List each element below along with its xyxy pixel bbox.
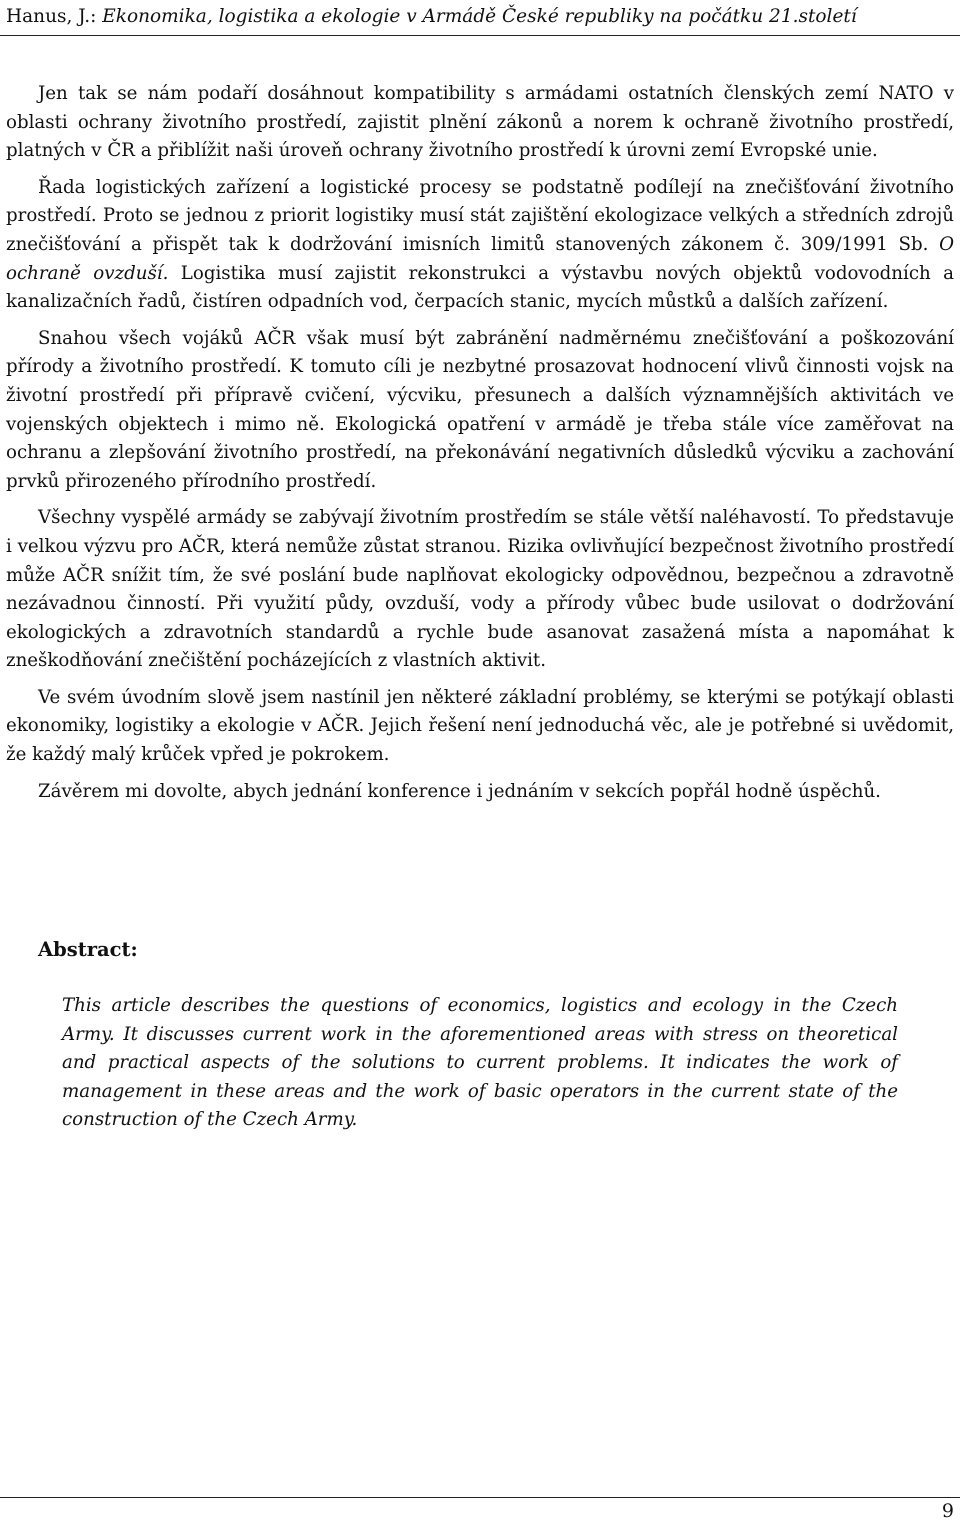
abstract-text: This article describes the questions of economics, logistics and ecology in the Czech Army. It discusses current work in the aforementioned areas with stress on theoretical and practical aspects of the solutions to current problems. It indicates the work of management in these areas and the work of basic operators in the current state of the construction of the Czech Army. xyxy=(62,995,898,1131)
body-text xyxy=(6,80,954,814)
header-author: Hanus, J.: xyxy=(6,6,103,27)
header-rule xyxy=(0,35,960,36)
paragraph-3: Snahou všech vojáků AČR však musí být zabránění nadměrnému znečišťování a poškozování přírody a životního prostředí. K tomuto cíli je nezbytné prosazovat hodnocení vlivů činnosti vojsk na životní prostředí při přípravě cvičení, výcviku, přesunech a dalších významnějších aktivitách ve vojenských objektech i mimo ně. Ekologická opatření v armádě je třeba stále více zaměřovat na ochranu a zlepšování životního prostředí, na překonávání negativních důsledků výcviku a zachování prvků přirozeného přírodního prostředí. xyxy=(6,327,954,492)
paragraph-2-part-1: Řada logistických zařízení a logistické procesy se podstatně podílejí na znečišťování životního prostředí. Proto se jednou z priorit logistiky musí stát zajištění ekologizace velkých a středních zdrojů znečišťování a přispět tak k dodržování imisních limitů stanovených zákonem č. 309/1991 Sb. xyxy=(6,176,954,255)
abstract-heading: Abstract: xyxy=(38,938,138,961)
paragraph-1: Jen tak se nám podaří dosáhnout kompatibility s armádami ostatních členských zemí NATO v oblasti ochrany životního prostředí, zajistit plnění zákonů a norem k ochraně životního prostředí, platných v ČR a přiblížit naši úroveň ochrany životního prostředí k úrovni zemí Evropské unie. xyxy=(6,83,954,162)
paragraph-6: Závěrem mi dovolte, abych jednání konference i jednáním v sekcích popřál hodně úspěchů. xyxy=(38,780,881,802)
footer-rule xyxy=(0,1497,960,1498)
law-title-emphasis: O ochraně ovzduší. xyxy=(6,233,954,284)
paragraph-4: Všechny vyspělé armády se zabývají životním prostředím se stále větší naléhavostí. To představuje i velkou výzvu pro AČR, která nemůže zůstat stranou. Rizika ovlivňující bezpečnost životního prostředí může AČR snížit tím, že své poslání bude naplňovat ekologicky odpovědnou, bezpečnou a zdravotně nezávadnou činností. Při využití půdy, ovzduší, vody a přírody vůbec bude usilovat o dodržování ekologických a zdravotních standardů a rychle bude asanovat zasažená místa a napomáhat k zneškodňování znečištění pocházejících z vlastních aktivit. xyxy=(6,507,954,672)
paragraph-2-part-2: Logistika musí zajistit rekonstrukci a výstavbu nových objektů vodovodních a kanalizačních řadů, čistíren odpadních vod, čerpacích stanic, mycích můstků a dalších zařízení. xyxy=(6,262,954,313)
running-header xyxy=(6,6,954,28)
paragraph-5: Ve svém úvodním slově jsem nastínil jen některé základní problémy, se kterými se potýkají oblasti ekonomiky, logistiky a ekologie v AČR. Jejich řešení není jednoduchá věc, ale je potřebné si uvědomit, že každý malý krůček vpřed je pokrokem. xyxy=(6,686,954,766)
header-title: Ekonomika, logistika a ekologie v Armádě České republiky na počátku 21.století xyxy=(102,6,857,27)
page-number: 9 xyxy=(941,1500,954,1522)
paragraph-2 xyxy=(6,174,954,317)
